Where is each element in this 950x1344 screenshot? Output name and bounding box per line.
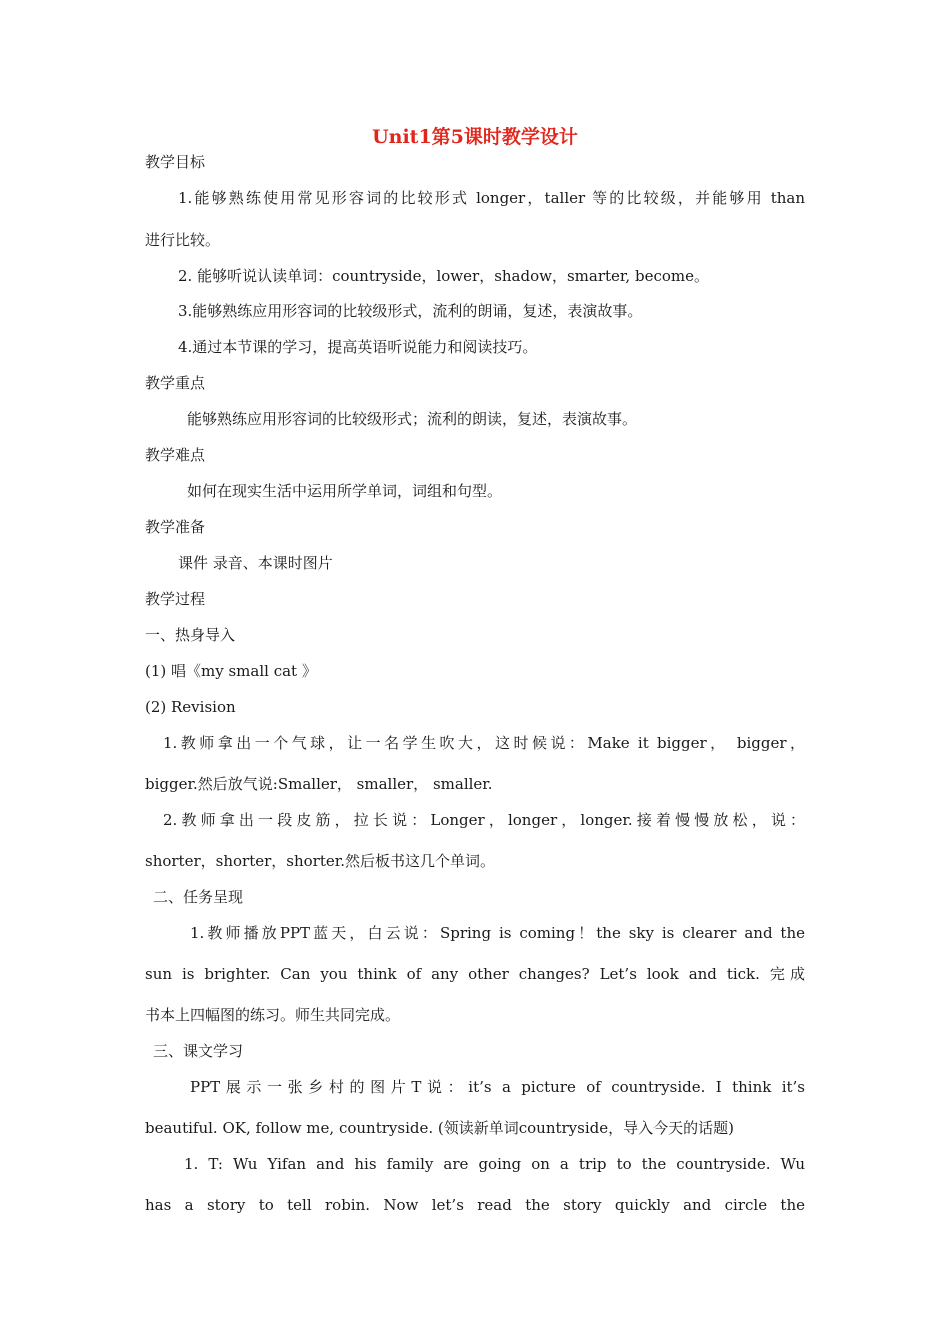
heading-difficulties: 教学难点 [145,446,206,464]
preparation-text: 课件 录音、本课时图片 [178,554,333,572]
revision-2-line-2: shorter，shorter，shorter.然后板书这几个单词。 [145,852,496,870]
study-intro-line-1: PPT展示一张乡村的图片T说：it’s a picture of countryside. I think it’s [190,1078,805,1096]
task-1-line-1: 1.教师播放PPT蓝天，白云说：Spring is coming！the sky is clearer and the [190,924,805,942]
document-title: Unit1第5课时教学设计 [372,126,578,148]
goal-1-line-1: 1.能够熟练使用常见形容词的比较形式 longer，taller 等的比较级，并能够用 than [178,189,805,207]
heading-warmup: 一、热身导入 [145,626,236,644]
study-intro-line-2: beautiful. OK, follow me, countryside. (领读新单词countryside，导入今天的话题) [145,1119,734,1137]
study-1-line-2: has a story to tell robin. Now let’s read the story quickly and circle the [145,1196,805,1214]
task-1-line-3: 书本上四幅图的练习。师生共同完成。 [145,1006,401,1024]
heading-task: 二、任务呈现 [153,888,244,906]
heading-goals: 教学目标 [145,153,206,171]
heading-key-points: 教学重点 [145,374,206,392]
task-1-line-2: sun is brighter. Can you think of any other changes? Let’s look and tick. 完成 [145,965,805,983]
warmup-item-2: (2) Revision [145,698,236,716]
goal-3: 3.能够熟练应用形容词的比较级形式，流利的朗诵，复述，表演故事。 [178,302,643,320]
goal-4: 4.通过本节课的学习，提高英语听说能力和阅读技巧。 [178,338,538,356]
revision-2-line-1: 2.教师拿出一段皮筋，拉长说：Longer，longer，longer.接着慢慢放松，说： [163,811,805,829]
heading-text-study: 三、课文学习 [153,1042,244,1060]
warmup-item-1: (1) 唱《my small cat 》 [145,662,317,680]
revision-1-line-2: bigger.然后放气说:Smaller， smaller， smaller. [145,775,493,793]
goal-1-line-2: 进行比较。 [145,231,221,249]
key-points-text: 能够熟练应用形容词的比较级形式；流利的朗读，复述，表演故事。 [187,410,638,428]
study-1-line-1: 1. T: Wu Yifan and his family are going on a trip to the countryside. Wu [184,1155,805,1173]
revision-1-line-1: 1.教师拿出一个气球，让一名学生吹大，这时候说：Make it bigger， bigger， [163,734,805,752]
goal-2: 2. 能够听说认读单词：countryside，lower，shadow，smarter, become。 [178,267,709,285]
heading-preparation: 教学准备 [145,518,206,536]
heading-process: 教学过程 [145,590,206,608]
difficulties-text: 如何在现实生活中运用所学单词，词组和句型。 [187,482,503,500]
